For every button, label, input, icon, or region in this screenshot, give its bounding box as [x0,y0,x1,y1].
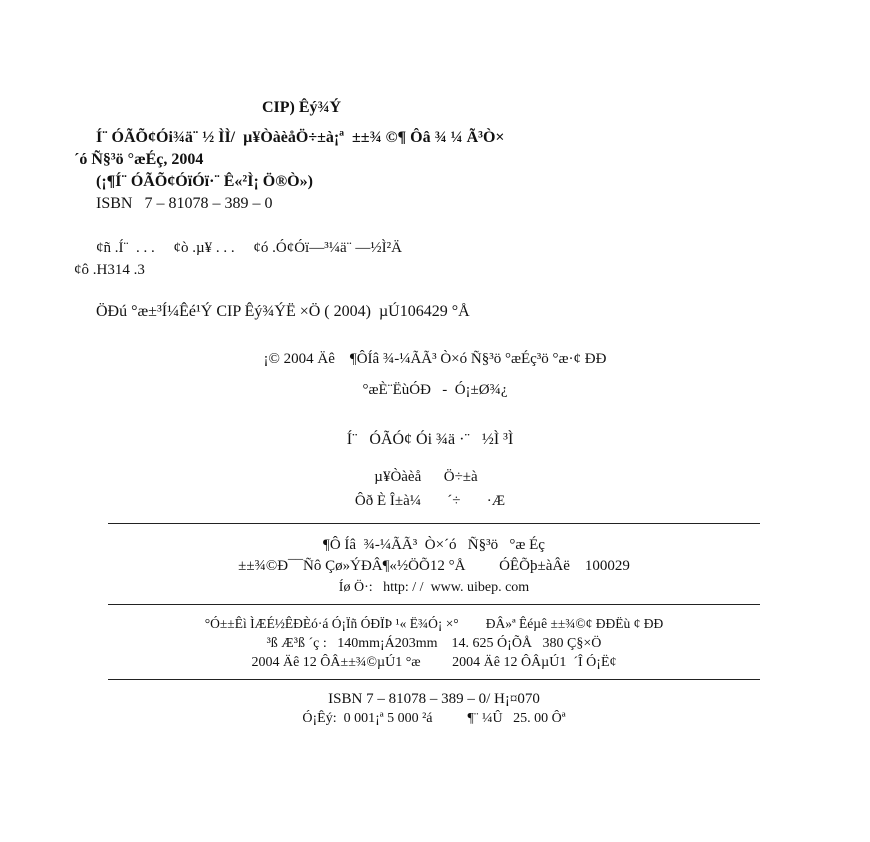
format-specs: ³ß Æ³ß ´ç : 140mm¡Á203mm 14. 625 Ó¡ÕÅ 380 Ç§×Ö [266,636,602,651]
classification-line-1: ¢ñ .Í¨ . . . ¢ò .µ¥ . . . ¢ó .Ó¢Óï—³¼ä¨ —½Ì²Ä [96,240,402,256]
responsible-editor: Ôð È Î±à¼ ´÷ ·Æ [354,493,506,509]
print-run-price: Ó¡Êý: 0 001¡ª 5 000 ²á ¶¨ ¼Û 25. 00 Ôª [302,711,566,726]
publisher-name: ¶Ô Íâ ¾-¼ÃÃ³ Ò×´ó Ñ§³ö °æ Éç [323,537,545,553]
divider-top [108,523,760,524]
publisher-website: Íø Ö·: http: / / www. uibep. com [338,580,530,595]
publisher-address: ±±¾©Ð¯¯Ñô Çø»ÝÐÂ¶«½ÖÕ12 °Å ÓÊÕþ±àÂë 100029 [238,558,630,574]
cip-record-number: ÖÐú °æ±³Í¼Êé¹Ý CIP Êý¾ÝË ×Ö ( 2004) µÚ106429 °Å [96,303,470,320]
cip-title: CIP) Êý¾Ý [262,99,342,116]
cip-isbn: ISBN 7 – 81078 – 389 – 0 [96,195,273,212]
classification-line-2: ¢ô .H314 .3 [74,262,145,278]
cip-entry-line-2: ´ó Ñ§³ö °æÉç, 2004 [74,151,204,168]
cip-entry-line-1: Í¨ ÓÃÕ¢Ói¾ä¨ ½ ÌÌ/ µ¥ÒàèåÖ÷±à¡ª ±±¾ ©¶ Ôâ ¾ ¼ Ã³Ò× [96,129,505,146]
divider-middle [108,604,760,605]
footer-isbn: ISBN 7 – 81078 – 389 – 0/ H¡¤070 [328,691,540,707]
cip-entry-series: (¡¶Í¨ ÓÃÕ¢ÓïÓï·¨ Ê«²Ì¡ Ö®Ò») [96,173,313,190]
book-title: Í¨ ÓÃÓ¢ Ói ¾ä ·¨ ½Ì ³Ì [346,431,514,448]
copyright-line: ¡© 2004 Äê ¶ÔÍâ ¾-¼ÃÃ³ Ò×ó Ñ§³ö °æÉç³ö °æ·¢ ÐÐ [263,351,607,367]
edition-info: 2004 Äê 12 ÔÂ±±¾©µÚ1 °æ 2004 Äê 12 ÔÂµÚ1 ´Î Ó¡Ë¢ [251,655,617,670]
rights-reserved: °æÈ¨ËùÓÐ - Ó¡±Ø¾¿ [362,382,508,398]
printer-distributor: °Ó±±Êì ÌÆÉ½ÊÐÈó·á Ó¡Ïñ ÓÐÏÞ ¹« Ë¾Ó¡ ×° ÐÂ»ª Êéµê ±±¾©¢ ÐÐËù ¢ ÐÐ [204,616,664,631]
chief-editor: µ¥Òàèå Ö÷±à [374,469,478,485]
divider-bottom [108,679,760,680]
